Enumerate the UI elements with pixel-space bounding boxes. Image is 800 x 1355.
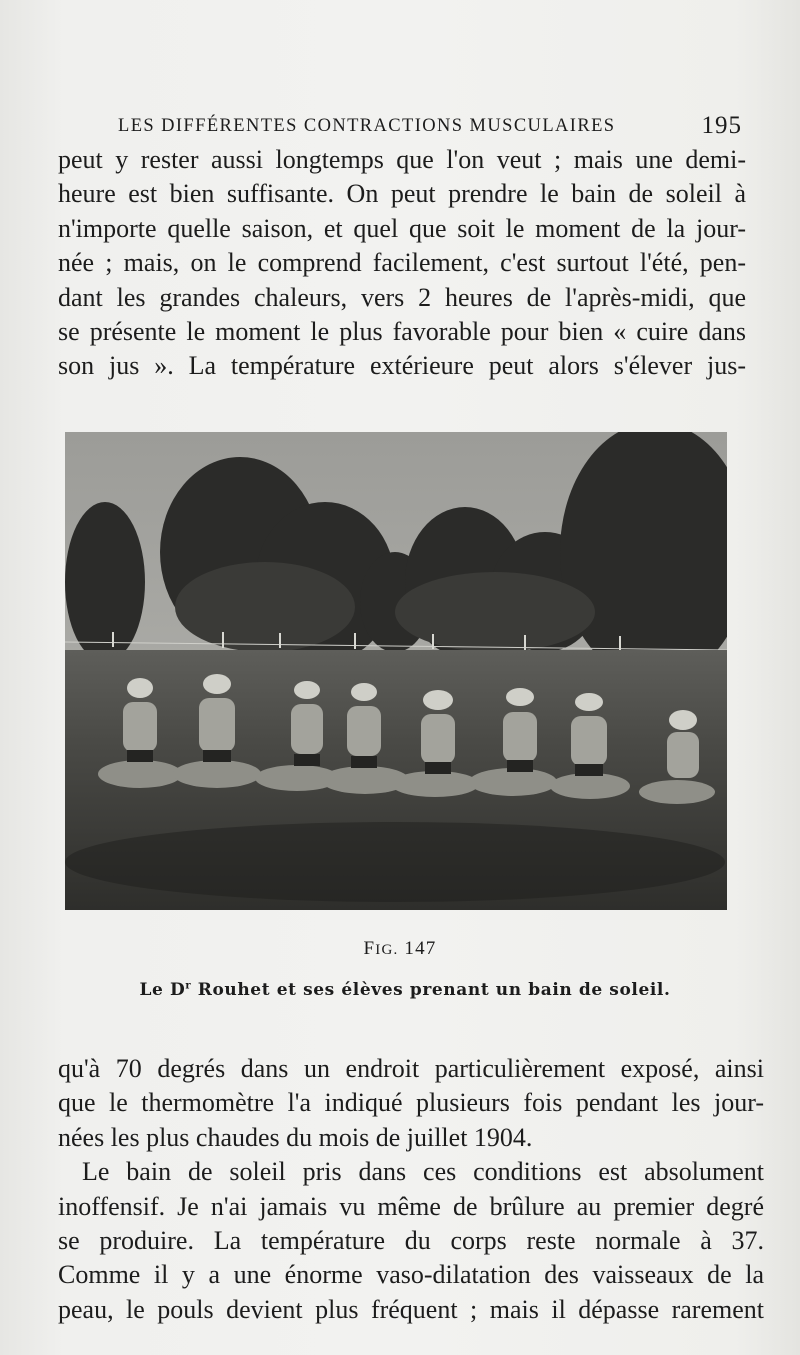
text-line: qu'à 70 degrés dans un endroit particulièrement exposé, ainsi: [58, 1054, 764, 1083]
text-line: que le thermomètre l'a indiqué plusieurs fois pendant les jour-: [58, 1088, 764, 1118]
figure-label-smallcaps: IG.: [375, 942, 399, 958]
text-line: dant les grandes chaleurs, vers 2 heures de l'après-midi, que: [58, 282, 746, 312]
photo-sunbath-group: [65, 432, 727, 910]
caption-start: Le D: [139, 980, 186, 1000]
text-line: inoffensif. Je n'ai jamais vu même de brûlure au premier degré: [58, 1191, 764, 1221]
figure-photograph: [65, 432, 727, 910]
figure-caption: [0, 980, 800, 1000]
text-line: peut y rester aussi longtemps que l'on veut ; mais une demi-: [58, 145, 746, 174]
text-line: Le bain de soleil pris dans ces conditions est absolument: [82, 1157, 764, 1187]
text-line: se produire. La température du corps reste normale à 37.: [58, 1225, 764, 1255]
running-title: LES DIFFÉRENTES CONTRACTIONS MUSCULAIRES: [118, 116, 616, 136]
text-line: nées les plus chaudes du mois de juillet 1904.: [58, 1122, 533, 1152]
body-text: [58, 1052, 764, 1327]
figure-label-initial: F: [363, 938, 376, 959]
text-line: peau, le pouls devient plus fréquent ; mais il dépasse rarement: [58, 1294, 764, 1324]
text-line: Comme il y a une énorme vaso-dilatation des vaisseaux de la: [58, 1260, 764, 1290]
text-line: son jus ». La température extérieure peut alors s'élever jus-: [58, 351, 746, 381]
page-number: 195: [701, 112, 742, 139]
text-line: heure est bien suffisante. On peut prendre le bain de soleil à: [58, 179, 746, 209]
text-line: n'importe quelle saison, et quel que soit le moment de la jour-: [58, 213, 746, 243]
text-line: née ; mais, on le comprend facilement, c'est surtout l'été, pen-: [58, 248, 746, 278]
caption-superscript: r: [185, 980, 192, 992]
text-line: se présente le moment le plus favorable pour bien « cuire dans: [58, 316, 746, 346]
paragraph-continued: [58, 143, 746, 384]
figure-number: [0, 938, 800, 960]
caption-rest: Rouhet et ses élèves prenant un bain de soleil.: [191, 980, 671, 1000]
running-head: [118, 112, 768, 142]
figure-label-number: 147: [404, 938, 437, 959]
